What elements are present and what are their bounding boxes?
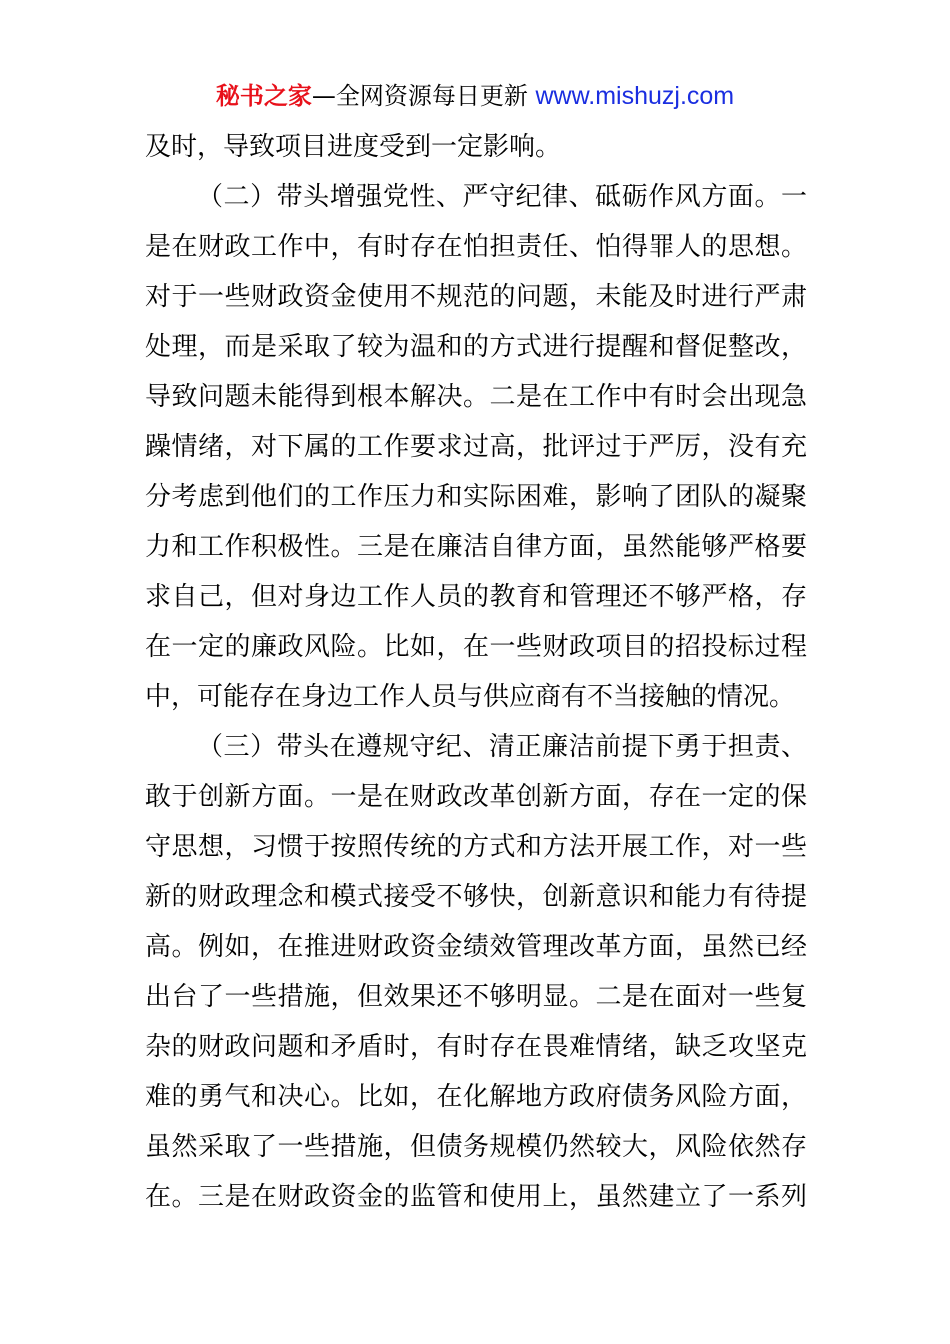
text-line: 在一定的廉政风险。比如，在一些财政项目的招投标过程: [145, 632, 807, 662]
text-line: 躁情绪，对下属的工作要求过高，批评过于严厉，没有充: [145, 432, 807, 462]
text-line: 对于一些财政资金使用不规范的问题，未能及时进行严肃: [145, 282, 807, 312]
brand-name: 秘书之家: [215, 82, 312, 110]
site-url[interactable]: www.mishuzj.com: [535, 82, 735, 110]
text-line: 及时，导致项目进度受到一定影响。: [145, 132, 562, 162]
text-line: 导致问题未能得到根本解决。二是在工作中有时会出现急: [145, 382, 807, 412]
text-line: 虽然采取了一些措施，但债务规模仍然较大，风险依然存: [145, 1132, 807, 1162]
text-line: 分考虑到他们的工作压力和实际困难，影响了团队的凝聚: [145, 482, 807, 512]
section-heading-line: （二）带头增强党性、严守纪律、砥砺作风方面。一: [197, 182, 807, 212]
text-line: 守思想，习惯于按照传统的方式和方法开展工作，对一些: [145, 832, 807, 862]
text-line: 处理，而是采取了较为温和的方式进行提醒和督促整改，: [145, 332, 807, 362]
text-line: 在。三是在财政资金的监管和使用上，虽然建立了一系列: [145, 1182, 807, 1212]
text-line: 杂的财政问题和矛盾时，有时存在畏难情绪，缺乏攻坚克: [145, 1032, 807, 1062]
text-line: 出台了一些措施，但效果还不够明显。二是在面对一些复: [145, 982, 807, 1012]
text-line: 力和工作积极性。三是在廉洁自律方面，虽然能够严格要: [145, 532, 807, 562]
text-line: 是在财政工作中，有时存在怕担责任、怕得罪人的思想。: [145, 232, 807, 262]
brand-tagline: —全网资源每日更新: [311, 82, 528, 110]
text-line: 高。例如，在推进财政资金绩效管理改革方面，虽然已经: [145, 932, 807, 962]
text-line: 求自己，但对身边工作人员的教育和管理还不够严格，存: [145, 582, 807, 612]
text-line: 新的财政理念和模式接受不够快，创新意识和能力有待提: [145, 882, 807, 912]
section-heading-line: （三）带头在遵规守纪、清正廉洁前提下勇于担责、: [197, 732, 807, 762]
site-watermark-header: [0, 80, 950, 112]
text-line: 难的勇气和决心。比如，在化解地方政府债务风险方面，: [145, 1082, 807, 1112]
text-line: 敢于创新方面。一是在财政改革创新方面，存在一定的保: [145, 782, 807, 812]
document-body: [145, 122, 807, 1222]
text-line: 中，可能存在身边工作人员与供应商有不当接触的情况。: [145, 682, 796, 712]
